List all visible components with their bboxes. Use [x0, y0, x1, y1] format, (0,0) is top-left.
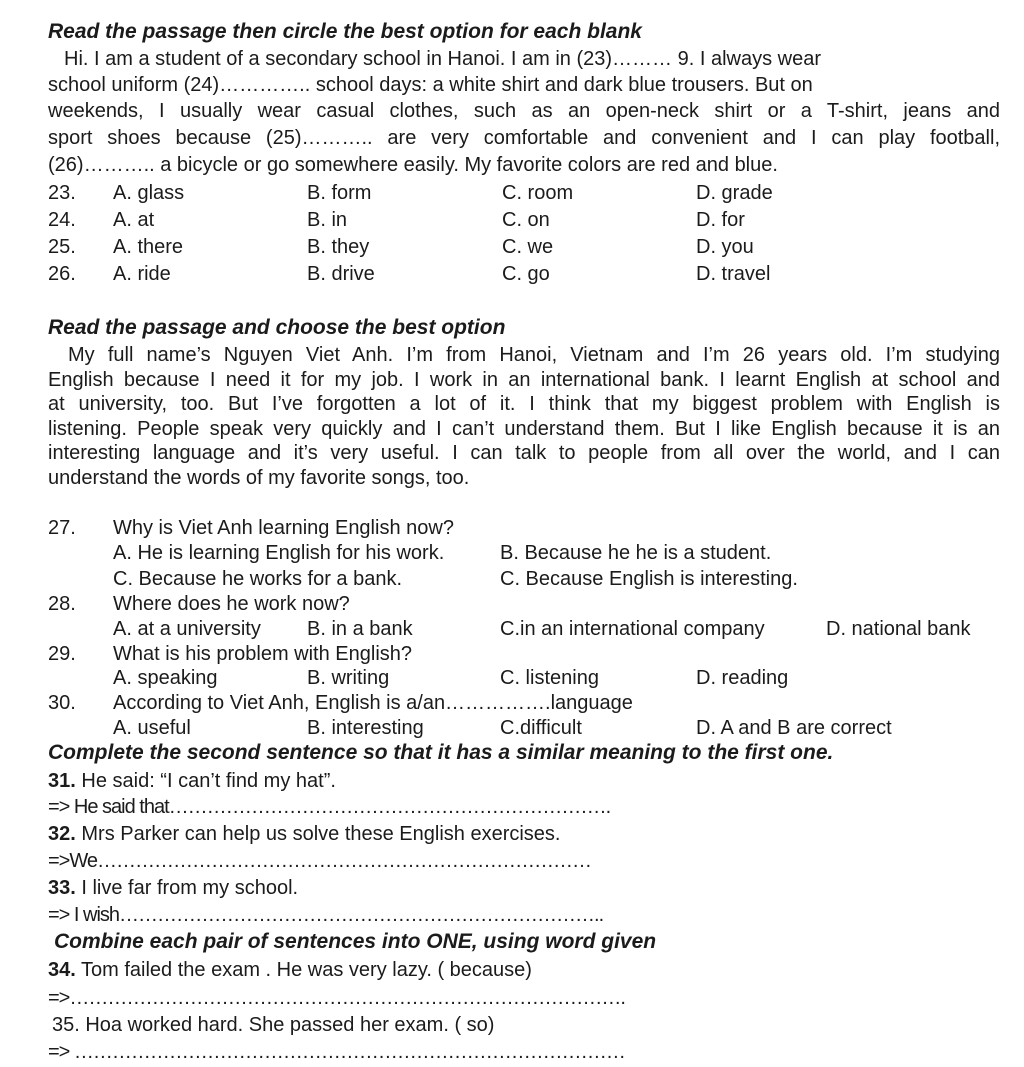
item-32: [48, 822, 560, 846]
section1-passage-line: Hi. I am a student of a secondary school in Hanoi. I am in (23)……… 9. I always wear: [64, 48, 821, 70]
answer-line[interactable]: => He said that…………………………………………………………….: [48, 796, 611, 818]
section1-heading: Read the passage then circle the best option for each blank: [48, 20, 642, 43]
option-a[interactable]: A. at: [113, 209, 155, 231]
item-text: Tom failed the exam . He was very lazy. ( because): [81, 959, 532, 981]
section1-passage-line: weekends, I usually wear casual clothes, such as an open-neck shirt or a T-shirt, jeans and: [48, 100, 1000, 122]
section3-heading: Complete the second sentence so that it has a similar meaning to the first one.: [48, 741, 834, 764]
section2-passage-line: understand the words of my favorite songs, too.: [48, 467, 470, 489]
option-c[interactable]: C. Because he works for a bank.: [113, 568, 403, 590]
question-text: Why is Viet Anh learning English now?: [113, 517, 454, 539]
option-d[interactable]: D. reading: [696, 667, 789, 689]
option-b[interactable]: B. in a bank: [307, 618, 413, 640]
item-35-text: 35. Hoa worked hard. She passed her exam. ( so): [52, 1014, 495, 1036]
option-d[interactable]: D. you: [696, 236, 754, 258]
section2-passage-line: listening. People speak very quickly and I can’t understand them. But I like English because it is an: [48, 418, 1000, 440]
option-d[interactable]: C. Because English is interesting.: [500, 568, 798, 590]
question-number: 23.: [48, 182, 76, 204]
option-b[interactable]: B. form: [307, 182, 372, 204]
option-a[interactable]: A. speaking: [113, 667, 218, 689]
question-number: 26.: [48, 263, 76, 285]
item-text: Mrs Parker can help us solve these English exercises.: [81, 823, 561, 845]
answer-line[interactable]: => ……………………………………………………………………………: [48, 1041, 625, 1063]
option-a[interactable]: A. at a university: [113, 618, 261, 640]
section2-passage-line: at university, too. But I’ve forgotten a lot of it. I think that my biggest problem with English is: [48, 393, 1000, 415]
item-number: 32.: [48, 823, 76, 845]
option-b[interactable]: B. Because he he is a student.: [500, 542, 772, 564]
answer-line[interactable]: =>We……………………………………………………………………: [48, 850, 591, 872]
question-number: 24.: [48, 209, 76, 231]
option-c[interactable]: C. go: [502, 263, 550, 285]
item-number: 33.: [48, 877, 76, 899]
question-number: 29.: [48, 643, 76, 665]
option-c[interactable]: C. on: [502, 209, 550, 231]
section1-passage-line: sport shoes because (25)……….. are very comfortable and convenient and I can play football,: [48, 127, 1000, 149]
option-c[interactable]: C.in an international company: [500, 618, 765, 640]
option-a[interactable]: A. glass: [113, 182, 185, 204]
option-d[interactable]: D. travel: [696, 263, 771, 285]
question-text: What is his problem with English?: [113, 643, 413, 665]
section2-passage-line: English because I need it for my job. I work in an international bank. I learnt English at school and: [48, 369, 1000, 391]
option-c[interactable]: C. room: [502, 182, 574, 204]
option-d[interactable]: D. grade: [696, 182, 773, 204]
section1-passage-line: (26)……….. a bicycle or go somewhere easily. My favorite colors are red and blue.: [48, 154, 778, 176]
option-c[interactable]: C.difficult: [500, 717, 582, 739]
option-b[interactable]: B. in: [307, 209, 348, 231]
section2-passage-line: interesting language and it’s very useful. I can talk to people from all over the world, and I can: [48, 442, 1000, 464]
section1-passage-line: school uniform (24)………….. school days: a white shirt and dark blue trousers. But on: [48, 74, 813, 96]
item-33: [48, 876, 298, 900]
section4-heading: Combine each pair of sentences into ONE, using word given: [54, 930, 657, 953]
option-d[interactable]: D. A and B are correct: [696, 717, 892, 739]
item-number: 31.: [48, 770, 76, 792]
item-34: [48, 958, 532, 982]
section2-heading: Read the passage and choose the best option: [48, 316, 506, 339]
option-b[interactable]: B. writing: [307, 667, 390, 689]
question-text: Where does he work now?: [113, 593, 350, 615]
option-a[interactable]: A. ride: [113, 263, 171, 285]
question-number: 30.: [48, 692, 76, 714]
option-a[interactable]: A. useful: [113, 717, 191, 739]
item-text: He said: “I can’t find my hat”.: [81, 770, 336, 792]
answer-line[interactable]: => I wish…………………………………………………………………..: [48, 904, 604, 926]
item-31: [48, 769, 336, 793]
option-d[interactable]: D. national bank: [826, 618, 971, 640]
item-text: I live far from my school.: [81, 877, 299, 899]
option-b[interactable]: B. they: [307, 236, 370, 258]
question-number: 28.: [48, 593, 76, 615]
item-number: 34.: [48, 959, 76, 981]
option-c[interactable]: C. we: [502, 236, 554, 258]
option-a[interactable]: A. there: [113, 236, 184, 258]
option-b[interactable]: B. interesting: [307, 717, 424, 739]
question-number: 25.: [48, 236, 76, 258]
question-text: According to Viet Anh, English is a/an…………….language: [113, 692, 633, 714]
option-a[interactable]: A. He is learning English for his work.: [113, 542, 445, 564]
option-d[interactable]: D. for: [696, 209, 745, 231]
option-c[interactable]: C. listening: [500, 667, 599, 689]
option-b[interactable]: B. drive: [307, 263, 375, 285]
question-number: 27.: [48, 517, 76, 539]
answer-line[interactable]: =>…………………………………………………………………………….: [48, 987, 625, 1009]
section2-passage-line: My full name’s Nguyen Viet Anh. I’m from Hanoi, Vietnam and I’m 26 years old. I’m studying: [68, 344, 1000, 366]
